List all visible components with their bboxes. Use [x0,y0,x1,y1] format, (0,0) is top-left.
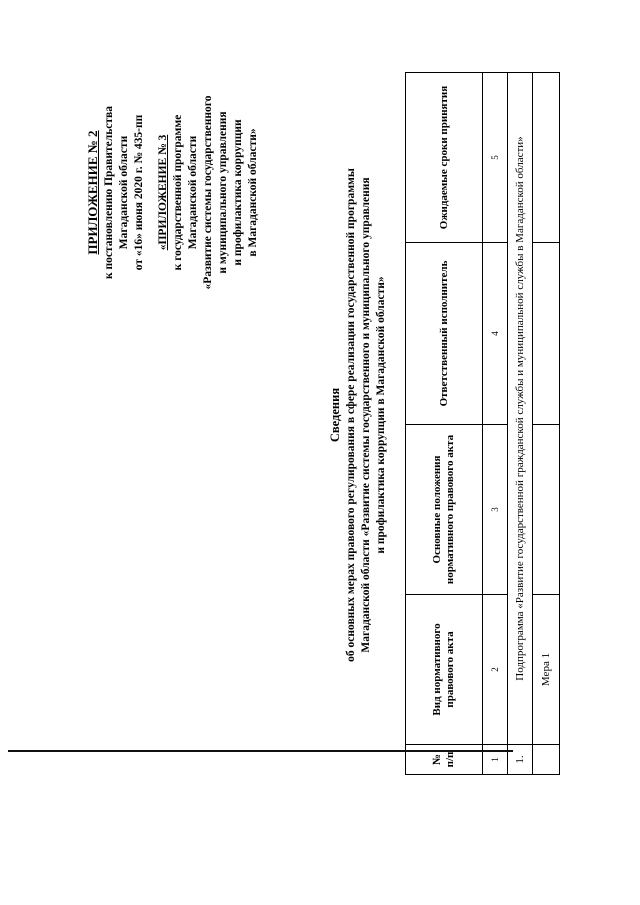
column-number: 4 [483,243,508,425]
column-number: 2 [483,595,508,745]
annex-sub-line-5: и профилактика коррупции [232,119,244,266]
annex-title: ПРИЛОЖЕНИЕ № 2 [85,130,100,255]
rotated-page-content [75,55,575,775]
column-header: Основные положения нормативного правового акта [406,425,483,595]
column-header: Ожидаемые сроки принятия [406,73,483,243]
heading-line-2: Магаданской области «Развитие системы государственного и муниципального управления [360,177,372,653]
row-index: 1. [508,745,533,775]
document-heading [328,75,389,755]
column-number: 5 [483,73,508,243]
annex-sub-line-1: к государственной программе [172,114,184,271]
annex-sub-line-2: Магаданской области [187,135,199,250]
annex-line-2: Магаданской области [118,135,130,250]
measure-label: Мера 1 [533,595,560,745]
subprogram-title: Подпрограмма «Развитие государственной гражданской службы и муниципальной службы в Магаданской области» [508,73,533,745]
column-number: 1 [483,745,508,775]
column-number: 3 [483,425,508,595]
annex-line-1: к постановлению Правительства [103,105,115,280]
table-header-row [406,73,483,775]
empty-cell [533,745,560,775]
heading-title: Сведения [328,387,342,443]
annex-sub-line-6: в Магаданской области» [247,128,259,257]
heading-line-3: и профилактика коррупции в Магаданской области» [375,276,387,554]
horizontal-rule [8,750,513,752]
column-header: № п/п [406,745,483,775]
empty-cell [533,425,560,595]
column-header: Вид нормативного правового акта [406,595,483,745]
annex-header [85,65,261,320]
measures-table [405,72,560,775]
column-header: Ответственный исполнитель [406,243,483,425]
column-number-row [483,73,508,775]
empty-cell [533,243,560,425]
empty-cell [533,73,560,243]
annex-line-3: от «16» июня 2020 г. № 435-пп [133,114,145,271]
table-row [533,73,560,775]
annex-sub-line-4: и муниципального управления [217,111,229,274]
annex-sub-line-3: «Развитие системы государственного [202,95,214,290]
annex-sub-title: «ПРИЛОЖЕНИЕ № 3 [157,134,169,251]
heading-line-1: об основных мерах правового регулирования в сфере реализации государственной программы [345,168,357,662]
table-row [508,73,533,775]
